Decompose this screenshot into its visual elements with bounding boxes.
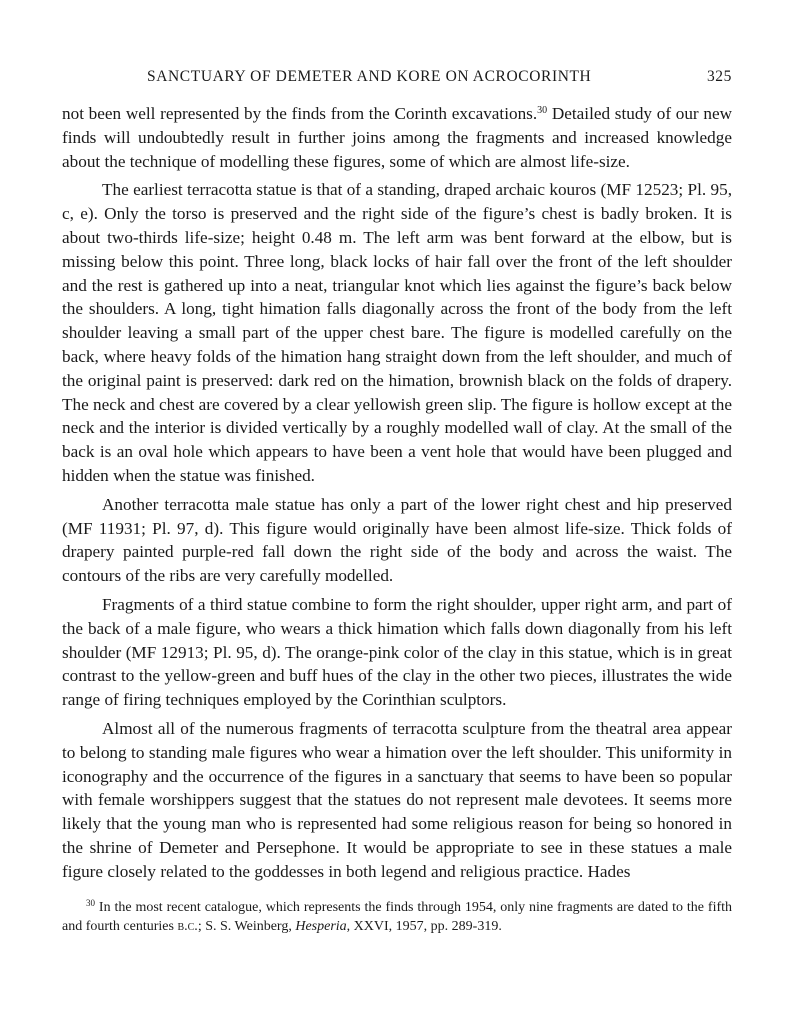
footnote-30 — [62, 898, 732, 936]
footnote-number: 30 — [86, 897, 95, 908]
paragraph-4: Fragments of a third statue combine to form the right shoulder, upper right arm, and part of the back of a male figure, who wears a thick himation which falls down diagonally from his left shoulder (MF 12913; Pl. 95, d). The orange-pink color of the clay in this statue, which is in great contrast to the yellow-green and buff hues of the clay in the other two pieces, illustrates the wide range of firing techniques employed by the Corinthian sculptors. — [62, 594, 732, 710]
paragraph-5: Almost all of the numerous fragments of terracotta sculpture from the theatral area appear to belong to standing male figures who wear a himation over the left shoulder. This uniformity in iconography and the occurrence of the figures in a sanctuary that seems to have been so popular with female worshippers suggest that the statues do not represent male devotees. It seems more likely that the young man who is represented had some religious reason for being so honored in the shrine of Demeter and Persephone. It would be appropriate to see in these statues a male figure closely related to the goddesses in both legend and religious practice. Hades — [62, 718, 732, 881]
paragraph-1-text: not been well represented by the finds from the Corinth excavations. — [62, 104, 538, 123]
paragraph-1-text-continued: Detailed study of our new finds will undoubtedly result in further joins among the fragments and increased knowledge about the technique of modelling these figures, some of which are almost life-size. — [62, 104, 732, 171]
footnote-text-end: , XXVI, 1957, pp. 289-319. — [346, 918, 502, 934]
paragraph-3: Another terracotta male statue has only a part of the lower right chest and hip preserved (MF 11931; Pl. 97, d). This figure would originally have been almost life-size. Thick folds of drapery painted purple-red fall down the right side of the body and across the waist. The contours of the ribs are very carefully modelled. — [62, 494, 732, 586]
paragraph-2: The earliest terracotta statue is that of a standing, draped archaic kouros (MF 12523; Pl. 95, c, e). Only the torso is preserved and the right side of the figure’s chest is badly broken. It is about two-thirds life-size; height 0.48 m. The left arm was bent forward at the elbow, but is missing below this point. Three long, black locks of hair fall over the front of the left shoulder and the rest is gathered up into a neat, triangular knot which lies against the figure’s back below the shoulders. A long, tight himation falls diagonally across the front of the body from the left shoulder leaving a small part of the upper chest bare. The figure is modelled carefully on the back, where heavy folds of the himation hang straight down from the left shoulder, and much of the original paint is preserved: dark red on the himation, brownish black on the folds of drapery. The neck and chest are covered by a clear yellowish green slip. The figure is hollow except at the neck and the interior is divided vertically by a roughly modelled wall of clay. At the small of the back is an oval hole which appears to have been a vent hole that would have been plugged and hidden when the statue was finished. — [62, 180, 732, 485]
footnote-reference: 30 — [537, 105, 548, 116]
footnote-journal: Hesperia — [295, 918, 347, 934]
paragraph-1 — [62, 102, 732, 173]
page-number: 325 — [706, 68, 732, 85]
footnote-text-middle: ; S. S. Weinberg, — [197, 918, 296, 934]
running-title: SANCTUARY OF DEMETER AND KORE ON ACROCORINTH — [147, 68, 592, 85]
running-header — [62, 62, 732, 88]
footnote-era: b.c. — [177, 918, 198, 934]
page — [62, 62, 732, 936]
article-body — [62, 102, 732, 884]
footnotes — [62, 898, 732, 936]
footnote-text: In the most recent catalogue, which represents the finds through 1954, only nine fragments are dated to the fifth and fourth centuries — [62, 899, 733, 934]
